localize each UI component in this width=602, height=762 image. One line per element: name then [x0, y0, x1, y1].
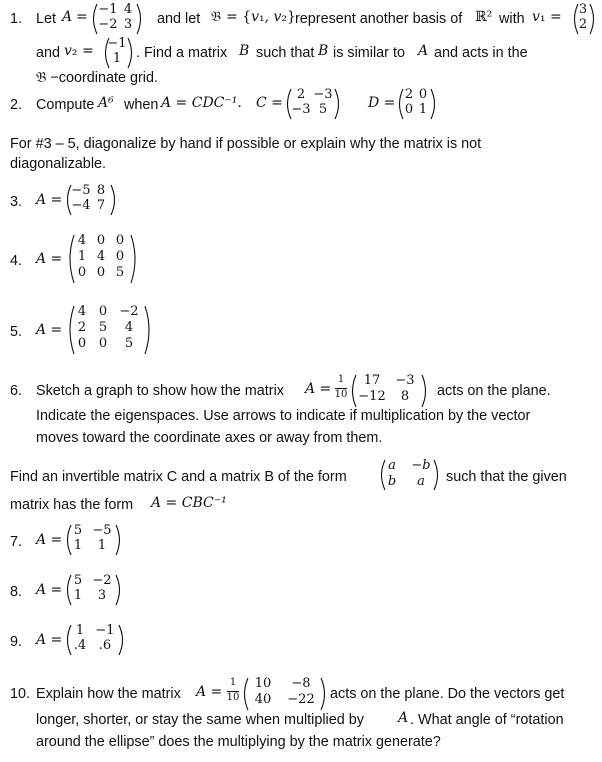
matrix-cell: −2 — [119, 304, 139, 319]
matrix-cell: 7 — [96, 198, 106, 213]
matrix-cell: 8 — [400, 389, 410, 404]
matrix-cell: 0 — [98, 336, 108, 351]
matrix-cell: 40 — [254, 692, 272, 707]
q1-equals: = — [76, 9, 88, 25]
question-number: 3. — [10, 194, 23, 210]
matrix-cell: −3 — [395, 373, 415, 388]
matrix-cell: 1 — [418, 102, 428, 117]
q2-c-label: C = — [256, 95, 283, 111]
q1-line3: 𝔅 −coordinate grid. — [36, 70, 158, 86]
matrix-cell: 4 — [77, 304, 87, 319]
matrix-cell: 0 — [404, 102, 414, 117]
question-number: 4. — [10, 253, 23, 269]
q1-with-text: with — [499, 11, 525, 27]
matrix-lhs: A = — [196, 684, 223, 700]
q1-and-text: and — [36, 45, 61, 61]
q1-find-text: . Find a matrix — [136, 45, 228, 61]
matrix-cell: −4 — [71, 198, 91, 213]
q2-formula: A = CDC⁻¹. — [161, 95, 242, 111]
matrix-cell: .6 — [98, 638, 112, 653]
question-number: 7. — [10, 534, 23, 550]
instruction-text-2: such that the given — [446, 469, 567, 485]
instruction-line-2: matrix has the form — [10, 497, 134, 513]
question-number: 6. — [10, 383, 23, 399]
matrix-cell: 1 — [97, 538, 107, 553]
q1-symbol-b2: B — [318, 43, 329, 59]
matrix-lhs: A = — [36, 632, 63, 648]
matrix-cell: 4 — [123, 2, 133, 17]
matrix-cell: −1 — [95, 623, 115, 638]
matrix-cell: 10 — [254, 676, 272, 691]
matrix-cell: 3 — [97, 588, 107, 603]
matrix-cell: −22 — [287, 692, 315, 707]
matrix-cell: −b — [411, 458, 431, 473]
matrix-lhs: A = — [36, 322, 63, 338]
q1-and-let-text: and let — [157, 11, 201, 27]
matrix-cell: 1 — [75, 623, 85, 638]
instruction-formula: A = CBC⁻¹ — [151, 495, 227, 511]
matrix-cell: 2 — [296, 87, 306, 102]
instruction-line: diagonalizable. — [10, 156, 107, 172]
q10-symbol-a: A — [398, 710, 409, 726]
matrix-cell: 4 — [77, 233, 87, 248]
matrix-cell: 0 — [418, 87, 428, 102]
matrix-cell: .4 — [73, 638, 87, 653]
matrix-cell: a — [388, 458, 396, 473]
matrix-cell: −8 — [291, 676, 311, 691]
q1-let-text: Let — [36, 11, 57, 27]
q1-represent-text: represent another basis of — [295, 11, 463, 27]
q1-symbol-a: A — [62, 9, 73, 25]
v2-label: 𝑣₂ = — [64, 43, 94, 59]
q2-a6: A⁶ — [98, 95, 114, 111]
q6-line-3: moves toward the coordinate axes or away from them. — [36, 430, 383, 446]
matrix-lhs: A = — [36, 251, 63, 267]
matrix-lhs: A = — [36, 582, 63, 598]
matrix-cell: 0 — [115, 233, 125, 248]
matrix-cell: −3 — [313, 87, 333, 102]
matrix-cell: −2 — [98, 17, 118, 32]
matrix-cell: −5 — [71, 183, 91, 198]
q1-acts-text: and acts in the — [434, 45, 528, 61]
matrix-cell: 1 — [73, 588, 83, 603]
matrix-cell: −2 — [92, 573, 112, 588]
matrix-cell: 0 — [77, 336, 87, 351]
vector-cell: 2 — [578, 17, 588, 32]
q10-line-2: longer, shorter, or stay the same when multiplied by — [36, 712, 364, 728]
q6-line-2: Indicate the eigenspaces. Use arrows to indicate if multiplication by the vector — [36, 408, 531, 424]
fraction-denominator: 10 — [334, 389, 348, 400]
basis-b-symbol: 𝔅 — [211, 9, 222, 25]
instruction-text: Find an invertible matrix C and a matrix B of the form — [10, 469, 347, 485]
matrix-cell: 17 — [363, 373, 381, 388]
matrix-cell: 4 — [96, 249, 106, 264]
fraction-numerator: 1 — [229, 677, 237, 688]
matrix-cell: 0 — [96, 265, 106, 280]
basis-set: = {𝑣₁, 𝑣₂} — [226, 9, 296, 25]
vector-cell: 3 — [578, 2, 588, 17]
matrix-cell: 1 — [77, 249, 87, 264]
matrix-cell: 5 — [73, 573, 83, 588]
vector-cell: −1 — [107, 36, 127, 51]
matrix-cell: 8 — [96, 183, 106, 198]
matrix-cell: 3 — [123, 17, 133, 32]
q10-text-2: acts on the plane. Do the vectors get — [330, 686, 565, 702]
q2-d-label: D = — [368, 95, 396, 111]
fraction-denominator: 10 — [226, 692, 240, 703]
matrix-cell: 0 — [98, 304, 108, 319]
question-number: 5. — [10, 324, 23, 340]
matrix-cell: 5 — [115, 265, 125, 280]
question-number: 8. — [10, 584, 23, 600]
matrix-cell: −1 — [98, 2, 118, 17]
matrix-cell: 1 — [73, 538, 83, 553]
matrix-cell: 2 — [77, 320, 87, 335]
matrix-cell: −5 — [92, 523, 112, 538]
fraction-numerator: 1 — [337, 374, 345, 385]
question-number: 10. — [10, 686, 31, 702]
matrix-cell: b — [387, 474, 397, 489]
q1-such-text: such that — [256, 45, 315, 61]
q6-text-2: acts on the plane. — [437, 383, 551, 399]
matrix-cell: 5 — [73, 523, 83, 538]
matrix-cell: −3 — [291, 102, 311, 117]
question-number: 2. — [10, 97, 23, 113]
matrix-cell: 2 — [404, 87, 414, 102]
q10-line-3: around the ellipse” does the multiplying by the matrix generate? — [36, 734, 441, 750]
q6-text: Sketch a graph to show how the matrix — [36, 383, 284, 399]
q1-symbol-b: B — [239, 43, 250, 59]
matrix-cell: 0 — [77, 265, 87, 280]
q2-compute-text: Compute — [36, 97, 95, 113]
q10-text: Explain how the matrix — [36, 686, 181, 702]
matrix-cell: 5 — [318, 102, 328, 117]
question-number: 1. — [10, 11, 23, 27]
matrix-lhs: A = — [36, 192, 63, 208]
vector-cell: 1 — [112, 51, 122, 66]
v1-label: 𝑣₁ = — [532, 9, 562, 25]
matrix-cell: −12 — [358, 389, 386, 404]
q2-when-text: when — [124, 97, 159, 113]
r2-symbol: ℝ² — [475, 9, 493, 25]
matrix-lhs: A = — [36, 532, 63, 548]
matrix-cell: 0 — [96, 233, 106, 248]
q1-symbol-a2: A — [418, 43, 429, 59]
matrix-cell: 5 — [124, 336, 134, 351]
question-number: 9. — [10, 634, 23, 650]
q10-line-2-end: . What angle of “rotation — [410, 712, 564, 728]
instruction-line: For #3 – 5, diagonalize by hand if possible or explain why the matrix is not — [10, 136, 482, 152]
matrix-cell: 4 — [124, 320, 134, 335]
matrix-cell: a — [417, 474, 425, 489]
matrix-lhs: A = — [305, 381, 332, 397]
q1-similar-text: is similar to — [333, 45, 405, 61]
matrix-cell: 0 — [115, 249, 125, 264]
matrix-cell: 5 — [98, 320, 108, 335]
